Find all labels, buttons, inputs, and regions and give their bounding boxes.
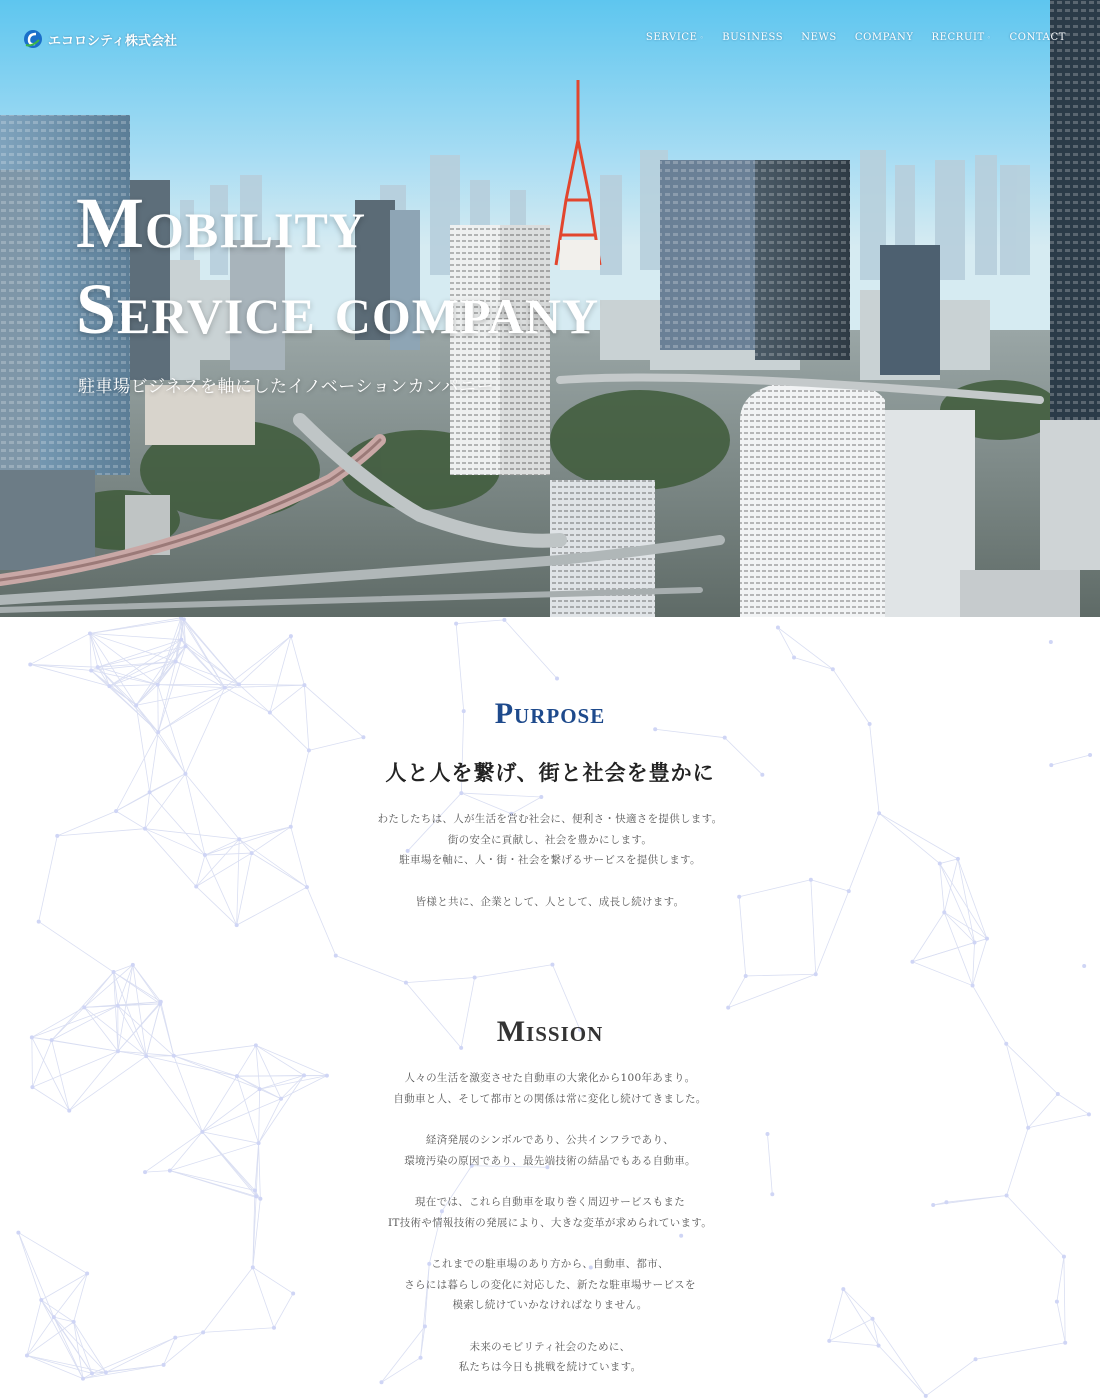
network-line [912, 962, 972, 986]
network-line [728, 976, 745, 1008]
network-line [133, 965, 161, 1002]
network-node [831, 667, 835, 671]
network-node [148, 790, 152, 794]
network-line [90, 619, 184, 633]
network-line [309, 737, 364, 750]
purpose-body [0, 809, 1100, 912]
network-node [744, 974, 748, 978]
network-line [475, 965, 553, 978]
nav-item-label: CONTACT [1009, 32, 1066, 43]
network-line [136, 640, 181, 706]
network-line [728, 974, 816, 1007]
hero-tagline: 駐車場ビジネスを軸にしたイノベーションカンパニー [78, 377, 494, 397]
paragraph-line: わたしたちは、人が生活を営む社会に、便利さ・快適さを提供します。 [377, 813, 723, 825]
network-line [90, 633, 181, 639]
network-line [114, 965, 133, 972]
network-line [176, 661, 225, 687]
nav-item-label: NEWS [801, 32, 837, 43]
network-node [237, 682, 241, 686]
network-node [776, 626, 780, 630]
network-line [778, 628, 833, 670]
network-node [723, 736, 727, 740]
nav-item-company[interactable] [855, 32, 914, 43]
main-nav [646, 32, 1066, 43]
network-line [912, 912, 944, 961]
paragraph-line: 環境汚染の原因であり、最先端技術の結晶でもある自動車。 [404, 1154, 696, 1167]
network-node [37, 920, 41, 924]
network-node [131, 963, 135, 967]
nav-item-recruit[interactable] [932, 32, 992, 43]
network-line [90, 633, 136, 705]
site-header [0, 0, 1100, 80]
paragraph-gap [0, 1233, 1100, 1254]
network-line [181, 640, 224, 688]
network-line [91, 671, 158, 685]
network-node [159, 1000, 163, 1004]
logo-text: エコロシティ株式会社 [48, 33, 177, 49]
network-node [380, 1380, 384, 1384]
paragraph-gap [0, 1316, 1100, 1337]
network-line [944, 912, 972, 985]
nav-item-label: COMPANY [854, 32, 914, 43]
network-node [473, 976, 477, 980]
network-node [289, 634, 293, 638]
network-node [1082, 964, 1086, 968]
network-line [109, 640, 181, 686]
network-line [504, 620, 557, 679]
network-node [334, 954, 338, 958]
network-node [223, 686, 227, 690]
network-node [792, 656, 796, 660]
hero-title [76, 180, 599, 352]
paragraph-gap [0, 1109, 1100, 1130]
network-node [89, 669, 93, 673]
network-line [944, 912, 974, 942]
network-line [84, 965, 133, 1008]
paragraph-gap [0, 871, 1100, 892]
network-node [459, 791, 463, 795]
nav-item-label: SERVICE [645, 32, 698, 43]
network-node [814, 972, 818, 976]
network-node [307, 748, 311, 752]
logo-mark-icon [22, 28, 44, 50]
network-line [944, 912, 987, 938]
content-section [0, 617, 1100, 1400]
company-logo[interactable] [22, 28, 177, 50]
network-node [454, 622, 458, 626]
nav-item-news[interactable] [801, 32, 837, 43]
network-line [336, 956, 406, 983]
network-line [158, 685, 225, 688]
paragraph-line: これまでの駐車場のあり方から、自動車、都市、 [431, 1258, 669, 1270]
nav-item-label: BUSINESS [722, 32, 784, 43]
network-line [181, 640, 239, 685]
network-node [116, 1004, 120, 1008]
paragraph-line: IT技術や情報技術の発展により、大きな変革が求められています。 [387, 1216, 713, 1229]
network-node [404, 981, 408, 985]
network-node [539, 795, 543, 799]
network-line [406, 978, 475, 983]
paragraph-line: 私たちは今日も挑戦を続けています。 [458, 1361, 642, 1373]
paragraph-line: 駐車場を軸に、人・街・社会を繋げるサービスを提供します。 [399, 854, 701, 866]
nav-item-business[interactable] [722, 32, 783, 43]
network-node [726, 1006, 730, 1010]
network-line [912, 942, 974, 961]
network-node [361, 735, 365, 739]
network-node [182, 617, 186, 621]
network-node [112, 970, 116, 974]
network-line [746, 974, 816, 976]
network-node [179, 638, 183, 642]
network-node [28, 662, 32, 666]
hero-title-line-1: Mobility [76, 183, 366, 263]
network-line [456, 620, 504, 624]
paragraph-line: 現在では、これら自動車を取り巻く周辺サービスもまた [415, 1196, 685, 1208]
paragraph-line: 模索し続けていかなければなりません。 [452, 1299, 648, 1311]
network-node [1049, 640, 1053, 644]
network-line [291, 636, 304, 685]
paragraph-line: 人々の生活を激変させた自動車の大衆化から100年あまり。 [404, 1072, 696, 1084]
network-node [184, 644, 188, 648]
network-node [96, 665, 100, 669]
paragraph-line: 未来のモビリティ社会のために、 [469, 1340, 631, 1353]
network-line [90, 633, 176, 661]
network-node [550, 963, 554, 967]
network-node [924, 1394, 928, 1398]
network-node [973, 940, 977, 944]
paragraph-line: 皆様と共に、企業として、人として、成長し続けます。 [415, 895, 685, 908]
network-line [794, 658, 833, 670]
network-node [502, 618, 506, 622]
network-line [39, 922, 114, 972]
network-node [555, 677, 559, 681]
paragraph-line: 自動車と人、そして都市との関係は常に変化し続けてきました。 [393, 1092, 707, 1105]
network-node [235, 923, 239, 927]
network-node [107, 684, 111, 688]
network-node [172, 1054, 176, 1058]
network-line [239, 636, 291, 684]
network-line [778, 628, 794, 658]
network-line [30, 633, 90, 664]
mission-heading: Mission [496, 1015, 604, 1048]
network-node [910, 960, 914, 964]
paragraph-line: 経済発展のシンボルであり、公共インフラであり、 [425, 1134, 675, 1146]
paragraph-line: 街の安全に貢献し、社会を豊かにします。 [447, 833, 653, 846]
network-line [461, 793, 541, 797]
hero-title-line-2: Service company [76, 269, 600, 349]
dropdown-caret-icon: ◦ [699, 33, 705, 42]
nav-item-label: RECRUIT [931, 32, 985, 43]
network-node [302, 683, 306, 687]
network-node [82, 1005, 86, 1009]
network-node [985, 937, 989, 941]
nav-item-service[interactable] [646, 32, 704, 43]
network-node [174, 659, 178, 663]
dropdown-caret-icon: ◦ [986, 33, 992, 42]
network-node [156, 683, 160, 687]
network-line [239, 684, 305, 685]
paragraph-gap [0, 1171, 1100, 1192]
nav-item-contact[interactable] [1010, 32, 1066, 43]
network-node [88, 631, 92, 635]
mission-body [0, 1068, 1100, 1378]
network-node [144, 1054, 148, 1058]
paragraph-line: さらには暮らしの変化に対応した、新たな駐車場サービスを [404, 1278, 696, 1291]
purpose-subheading: 人と人を繋げ、街と社会を豊かに [385, 760, 715, 785]
purpose-heading: Purpose [494, 697, 606, 730]
network-node [971, 984, 975, 988]
hero-section [0, 0, 1100, 617]
network-node [116, 1049, 120, 1053]
